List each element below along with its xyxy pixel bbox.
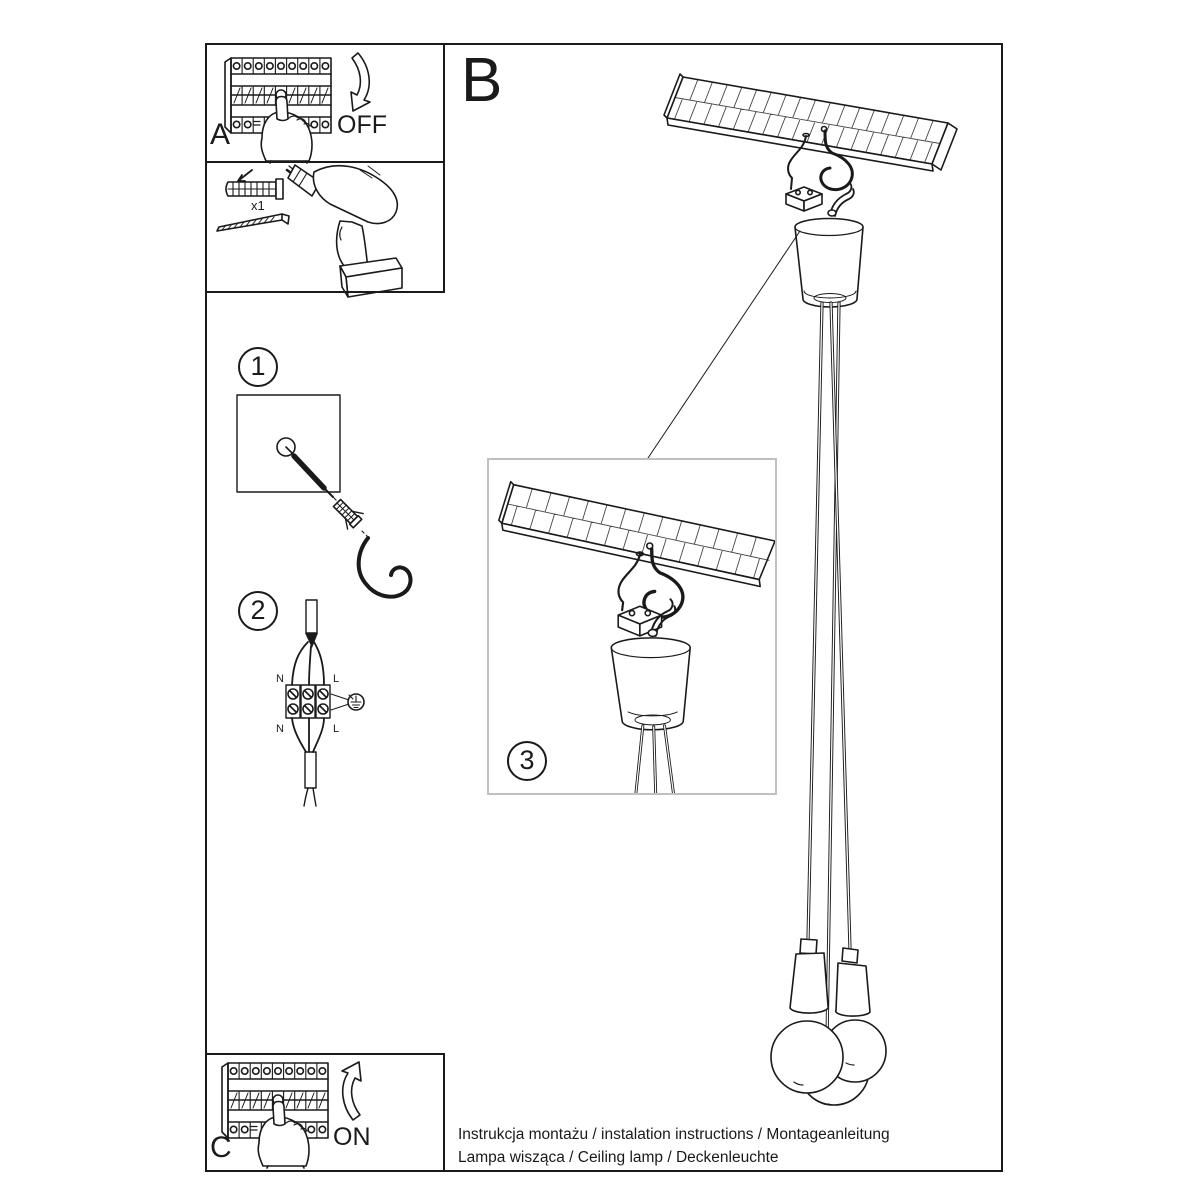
off-label: OFF [337,111,387,139]
ceiling-slab-icon [664,74,957,171]
terminal-l-top-label: L [333,673,340,685]
footer [458,1123,890,1169]
step2-illustration [276,600,364,806]
anchor-on-hook-icon [329,495,365,531]
terminal-n-top-label: N [276,673,284,685]
ceiling-slab-detail-icon [499,482,775,587]
step-2-badge: 2 [238,591,278,631]
canopy-icon [795,219,863,308]
step-c-label: C [210,1131,232,1164]
step-a-label: A [210,118,231,151]
terminal-l-bottom-label: L [333,723,340,735]
tools-box [205,161,445,293]
step-1-badge: 1 [238,347,278,387]
terminal-block-icon [786,187,822,211]
terminal-n-bottom-label: N [276,723,284,735]
detail-number-badge: 3 [507,741,547,781]
pendant-cords-icon [808,303,850,1040]
canopy-detail-icon [611,638,690,730]
detail-leader-line [648,231,800,458]
on-label: ON [333,1123,371,1151]
detail-box-3 [487,458,777,795]
pendant-cords-detail-icon [636,726,673,793]
footer-line-1: Instrukcja montażu / instalation instructions / Montageanleitung [458,1126,890,1143]
step-c-box [205,1053,445,1172]
ceiling-hook-icon [359,538,411,597]
footer-line-2: Lampa wisząca / Ceiling lamp / Deckenleuchte [458,1149,779,1166]
quantity-label: x1 [251,198,265,213]
step-a-box [205,43,445,163]
supply-wire-detail-icon [618,555,639,610]
step1-illustration [237,395,410,597]
step-b-label: B [461,46,503,115]
